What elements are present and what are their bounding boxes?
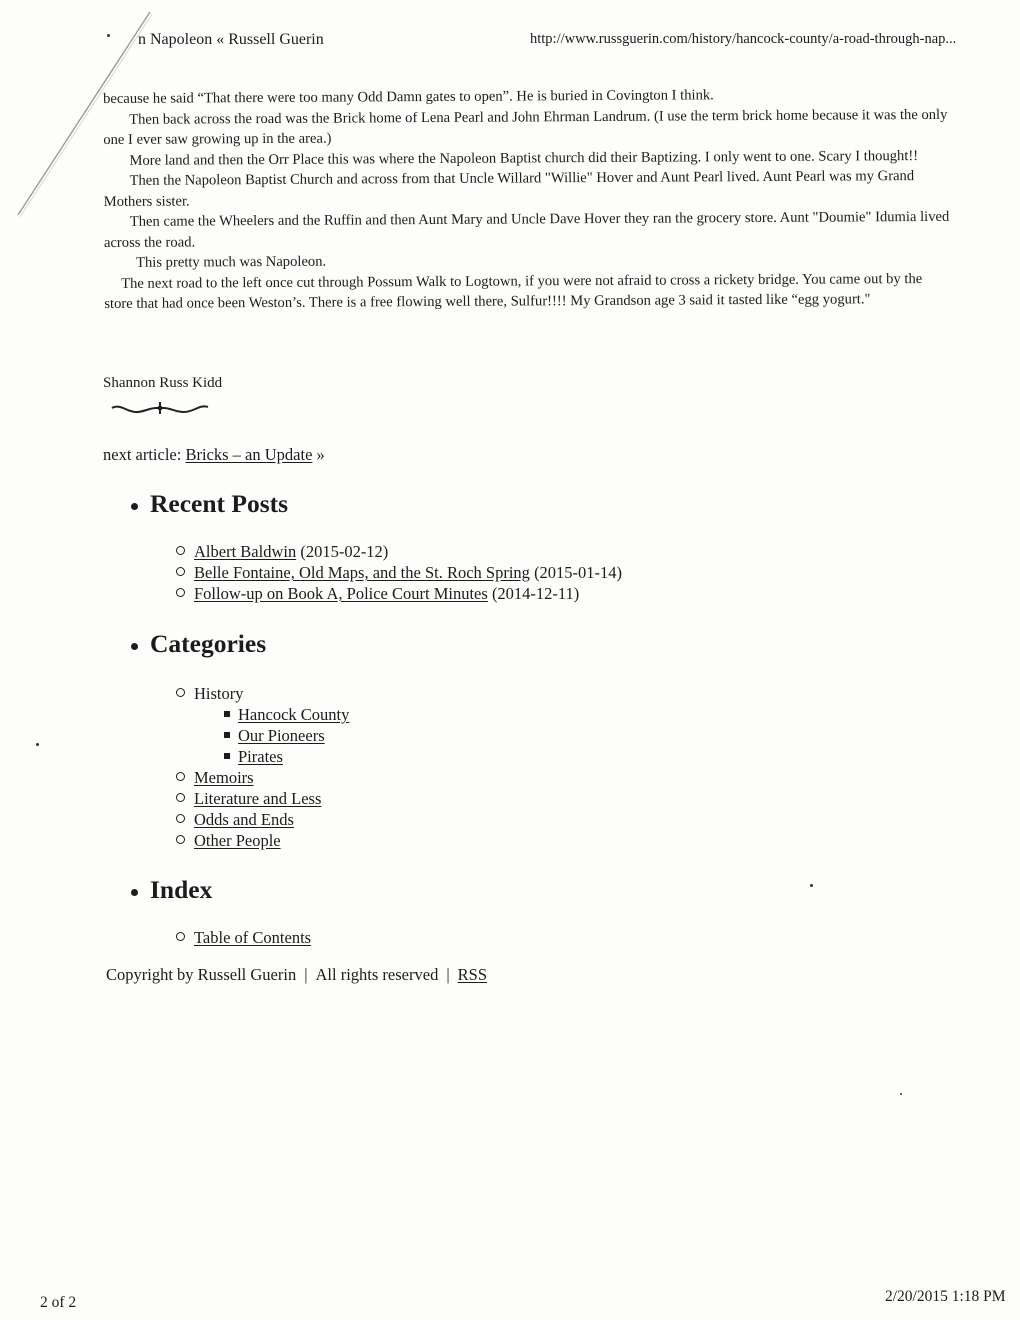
circle-bullet-icon [176,814,185,823]
list-item [176,683,349,704]
table-of-contents-link[interactable]: Table of Contents [194,928,312,947]
article-body [103,84,954,315]
page-header-title: n Napoleon « Russell Guerin [138,31,324,48]
list-item [176,562,622,583]
article-paragraph: Then the Napoleon Baptist Church and across from that Uncle Willard "Willie" Hover and Aunt Pearl lived. Aunt Pearl was my Grand Mothers sister. [103,168,915,210]
bullet-icon [131,889,138,896]
print-datetime: 2/20/2015 1:18 PM [885,1288,1006,1305]
list-item [176,541,622,562]
bullet-icon [131,503,138,510]
recent-post-link[interactable]: Albert Baldwin [194,542,297,561]
categories-list [176,683,349,851]
list-item [176,927,311,948]
category-link-literature[interactable]: Literature and Less [194,789,322,808]
article-paragraph: This pretty much was Napoleon. [136,253,327,271]
index-heading: Index [131,875,212,905]
recent-post-link[interactable]: Belle Fontaine, Old Maps, and the St. Roch Spring [194,563,530,582]
article-paragraph: More land and then the Orr Place this was where the Napoleon Baptist church did their Baptizing. I only went to one. Scary I thought!! [129,147,919,169]
circle-bullet-icon [176,793,185,802]
article-signature: Shannon Russ Kidd [103,375,223,391]
circle-bullet-icon [176,588,185,597]
list-item [176,583,622,604]
next-article-arrow: » [316,445,325,464]
print-page-number: 2 of 2 [40,1294,77,1311]
list-item [176,830,349,851]
scan-speck [900,1093,902,1095]
category-link-memoirs[interactable]: Memoirs [194,768,254,787]
square-bullet-icon [224,753,230,759]
scan-speck [810,884,813,887]
list-item [176,725,349,746]
category-link-hancock-county[interactable]: Hancock County [238,705,350,724]
list-item [176,746,349,767]
list-item [176,809,349,830]
square-bullet-icon [224,732,230,738]
circle-bullet-icon [176,688,185,697]
next-article-label: next article: [103,445,182,464]
recent-posts-heading: Recent Posts [131,489,288,519]
scan-speck [107,34,110,37]
post-date: (2015-01-14) [534,563,623,582]
rights-text: All rights reserved [315,965,439,984]
category-history-label: History [194,684,244,703]
article-paragraph: Then came the Wheelers and the Ruffin and then Aunt Mary and Uncle Dave Hover they ran the grocery store. Aunt "Doumie" Idumia lived across the road. [103,208,950,251]
next-article-nav [103,445,325,465]
recent-post-link[interactable]: Follow-up on Book A, Police Court Minutes [194,584,488,603]
circle-bullet-icon [176,772,185,781]
bullet-icon [131,643,138,650]
circle-bullet-icon [176,932,185,941]
circle-bullet-icon [176,835,185,844]
recent-posts-list [176,541,622,604]
square-bullet-icon [224,711,230,717]
page-header-url: http://www.russguerin.com/history/hancock-county/a-road-through-nap... [530,31,957,47]
rss-link[interactable]: RSS [457,965,487,984]
list-item [176,767,349,788]
list-item [176,788,349,809]
category-link-odds-and-ends[interactable]: Odds and Ends [194,810,294,829]
next-article-link[interactable]: Bricks – an Update [185,445,313,464]
copyright-text: Copyright by Russell Guerin [106,965,297,984]
category-link-our-pioneers[interactable]: Our Pioneers [238,726,325,745]
category-link-other-people[interactable]: Other People [194,831,281,850]
article-paragraph: because he said “That there were too many Odd Damn gates to open”. He is buried in Covington I think. [103,87,714,107]
scan-speck [36,743,39,746]
category-link-pirates[interactable]: Pirates [238,747,283,766]
site-footer [106,965,487,985]
article-paragraph: The next road to the left once cut through Possum Walk to Logtown, if you were not afraid to cross a rickety bridge. You came out by the store that had once been Weston’s. There is a free flowing well there, Sulfur!!!! My Grandson age 3 said it tasted like “egg yogurt." [104,270,923,312]
circle-bullet-icon [176,567,185,576]
article-paragraph: Then back across the road was the Brick home of Lena Pearl and John Ehrman Landrum. (I use the term brick home because it was the only one I ever saw growing up in the area.) [103,106,948,148]
post-date: (2014-12-11) [491,584,580,603]
categories-heading: Categories [131,629,266,659]
footer-separator: | [446,965,450,984]
post-date: (2015-02-12) [300,542,389,561]
flourish-divider-icon [110,399,210,421]
footer-separator: | [304,965,308,984]
list-item [176,704,349,725]
circle-bullet-icon [176,546,185,555]
index-list [176,927,311,948]
